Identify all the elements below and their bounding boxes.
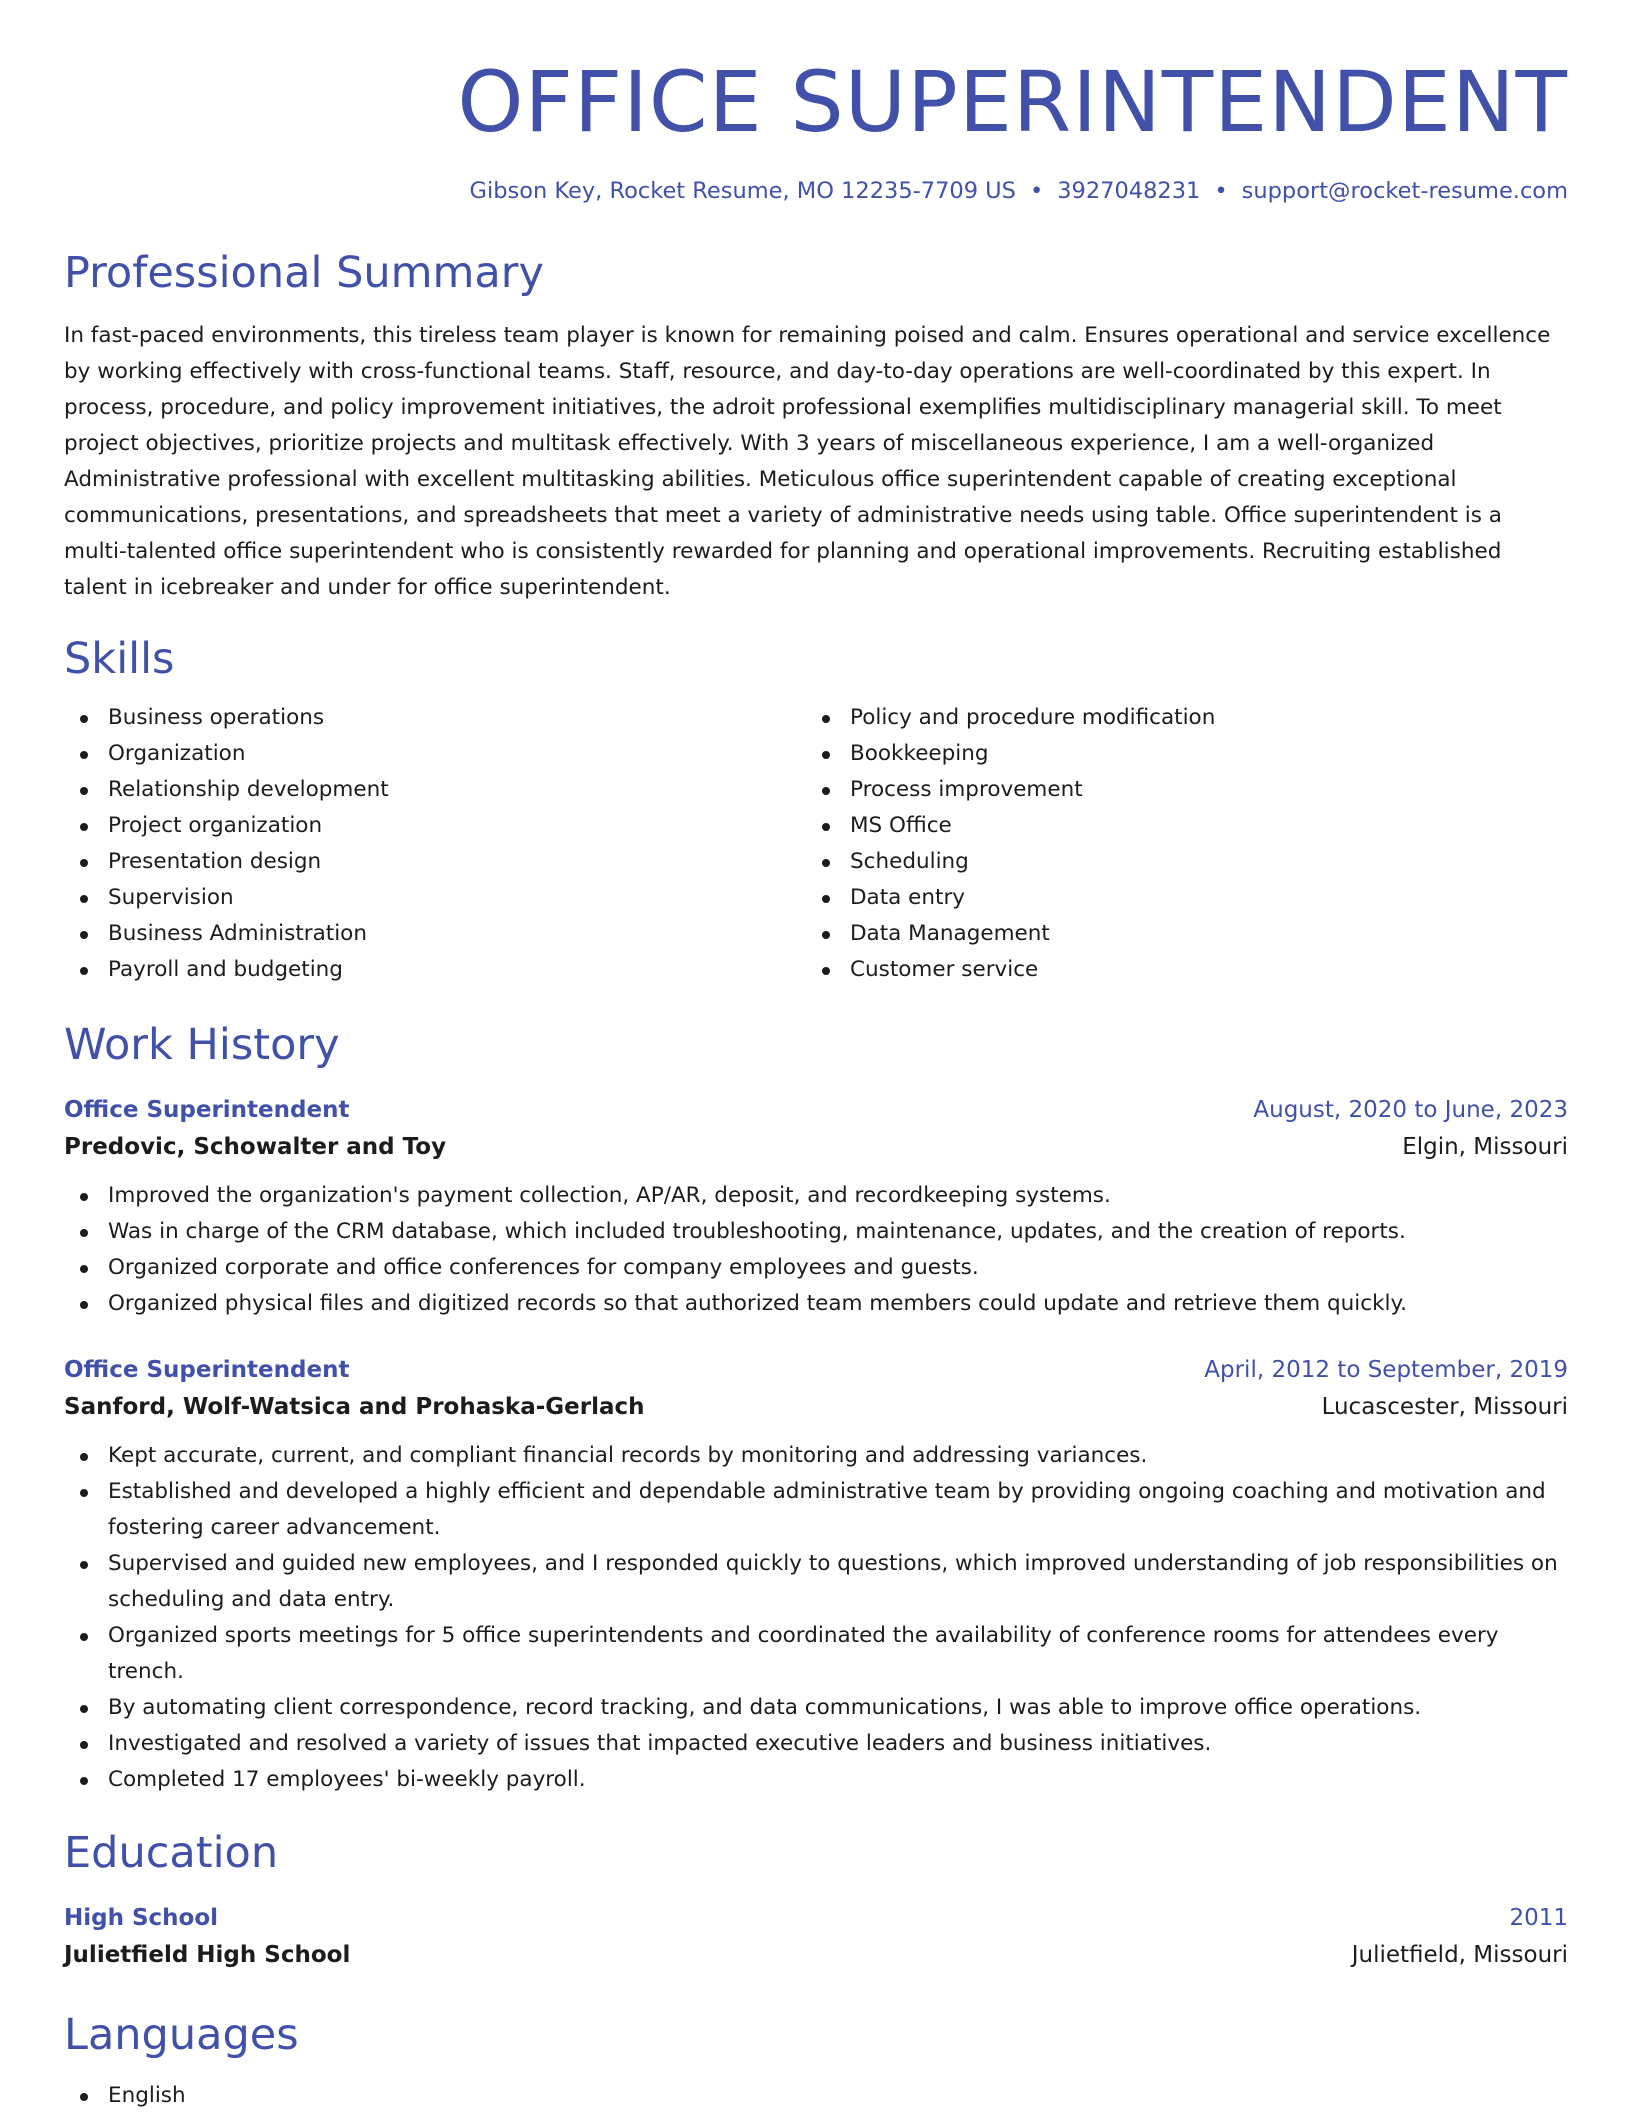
skills-list: [64, 700, 1568, 988]
contact-line: [64, 176, 1568, 206]
skills-column-right: [806, 700, 1548, 988]
job-dates: April, 2012 to September, 2019: [1204, 1357, 1568, 1383]
contact-address: Gibson Key, Rocket Resume, MO 12235-7709 US: [469, 178, 1016, 204]
skill-item: Relationship development: [64, 772, 806, 808]
education-year: 2011: [1509, 1905, 1568, 1931]
job-entry: [64, 1092, 1568, 1322]
education-degree: High School: [64, 1905, 219, 1931]
job-bullet: Organized physical files and digitized records so that authorized team members could update and retrieve them quickly.: [64, 1286, 1568, 1322]
skill-item: Supervision: [64, 880, 806, 916]
job-bullet: Completed 17 employees' bi-weekly payroll.: [64, 1762, 1568, 1798]
job-employer: Predovic, Schowalter and Toy: [64, 1134, 447, 1160]
job-bullet: Was in charge of the CRM database, which included troubleshooting, maintenance, updates, and the creation of reports.: [64, 1214, 1568, 1250]
contact-separator: •: [1214, 178, 1228, 204]
job-title: Office Superintendent: [64, 1097, 350, 1123]
skill-item: Payroll and budgeting: [64, 952, 806, 988]
job-bullet: Improved the organization's payment collection, AP/AR, deposit, and recordkeeping systems.: [64, 1178, 1568, 1214]
skill-item: Business operations: [64, 700, 806, 736]
skill-item: Presentation design: [64, 844, 806, 880]
job-employer: Sanford, Wolf-Watsica and Prohaska-Gerlach: [64, 1394, 645, 1420]
skill-item: Scheduling: [806, 844, 1548, 880]
skills-heading: Skills: [64, 634, 175, 684]
languages-list: [64, 2078, 1568, 2114]
job-bullet: Organized corporate and office conferences for company employees and guests.: [64, 1250, 1568, 1286]
contact-separator: •: [1029, 178, 1044, 204]
skill-item: Project organization: [64, 808, 806, 844]
skill-item: Process improvement: [806, 772, 1548, 808]
skill-item: Organization: [64, 736, 806, 772]
job-bullets: [64, 1438, 1568, 1798]
skill-item: Customer service: [806, 952, 1548, 988]
skill-item: Business Administration: [64, 916, 806, 952]
skill-item: Bookkeeping: [806, 736, 1548, 772]
job-entry: [64, 1352, 1568, 1798]
skills-column-left: [64, 700, 806, 988]
education-heading: Education: [64, 1828, 279, 1878]
job-location: Elgin, Missouri: [1402, 1134, 1568, 1160]
skill-item: Policy and procedure modification: [806, 700, 1548, 736]
education-entry: [64, 1900, 1568, 1974]
job-bullets: [64, 1178, 1568, 1322]
job-bullet: Kept accurate, current, and compliant financial records by monitoring and addressing variances.: [64, 1438, 1568, 1474]
skill-item: Data entry: [806, 880, 1548, 916]
contact-phone: 3927048231: [1057, 178, 1201, 204]
work-history-heading: Work History: [64, 1020, 340, 1070]
languages-heading: Languages: [64, 2010, 299, 2060]
job-bullet: Organized sports meetings for 5 office superintendents and coordinated the availability of conference rooms for attendees every trench.: [64, 1618, 1568, 1690]
education-school: Julietfield High School: [64, 1942, 351, 1968]
language-item: English: [64, 2078, 1568, 2114]
job-bullet: Investigated and resolved a variety of issues that impacted executive leaders and business initiatives.: [64, 1726, 1568, 1762]
job-bullet: By automating client correspondence, record tracking, and data communications, I was able to improve office operations.: [64, 1690, 1568, 1726]
job-bullet: Supervised and guided new employees, and I responded quickly to questions, which improved understanding of job responsibilities on scheduling and data entry.: [64, 1546, 1568, 1618]
summary-heading: Professional Summary: [64, 248, 544, 298]
job-title: Office Superintendent: [64, 1357, 350, 1383]
job-bullet: Established and developed a highly efficient and dependable administrative team by providing ongoing coaching and motivation and fostering career advancement.: [64, 1474, 1568, 1546]
summary-text: In fast-paced environments, this tireless team player is known for remaining poised and calm. Ensures operational and service excellence by working effectively with cross-functional teams. Staff, resource, and day-to-day operations are well-coordinated by this expert. In process, procedure, and policy improvement initiatives, the adroit professional exemplifies multidisciplinary managerial skill. To meet project objectives, prioritize projects and multitask effectively. With 3 years of miscellaneous experience, I am a well-organized Administrative professional with excellent multitasking abilities. Meticulous office superintendent capable of creating exceptional communications, presentations, and spreadsheets that meet a variety of administrative needs using table. Office superintendent is a multi-talented office superintendent who is consistently rewarded for planning and operational improvements. Recruiting established talent in icebreaker and under for office superintendent.: [64, 323, 1551, 600]
skill-item: Data Management: [806, 916, 1548, 952]
education-location: Julietfield, Missouri: [1351, 1942, 1568, 1968]
skill-item: MS Office: [806, 808, 1548, 844]
contact-email: support@rocket-resume.com: [1241, 178, 1568, 204]
languages-section: [64, 2078, 1568, 2114]
job-dates: August, 2020 to June, 2023: [1253, 1097, 1568, 1123]
job-location: Lucascester, Missouri: [1321, 1394, 1568, 1420]
resume-title: OFFICE SUPERINTENDENT: [457, 53, 1568, 151]
